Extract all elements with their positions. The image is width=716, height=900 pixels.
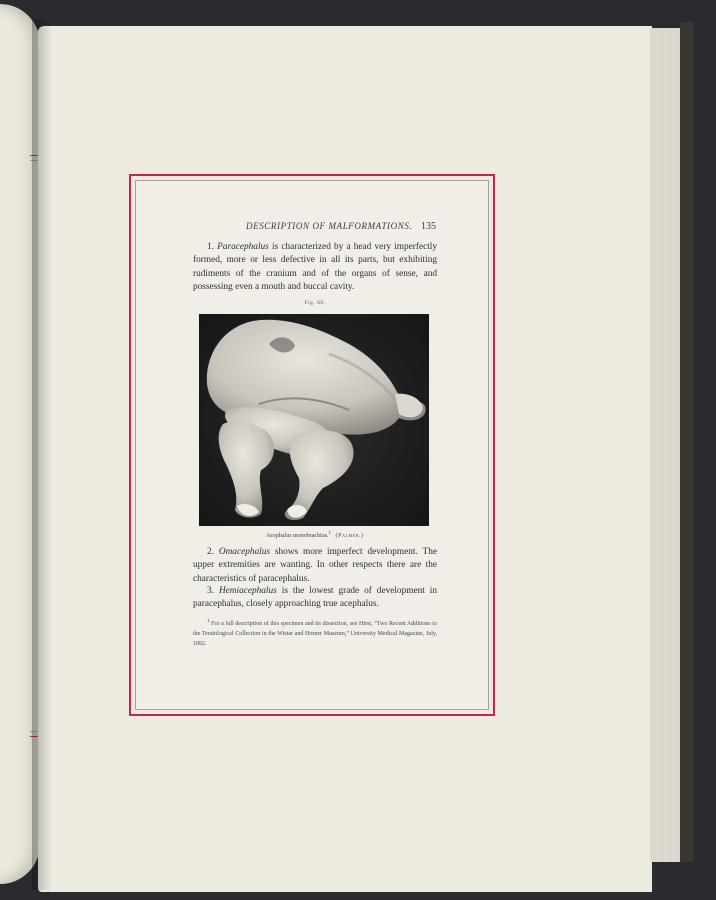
- footnote-mark: 1: [207, 619, 210, 624]
- figure-label: Fig. 60.: [304, 300, 326, 306]
- paragraph-hemiacephalus: [193, 585, 437, 612]
- paragraph-text: is characterized by a head very imperfectly formed, more or less defective in all its parts, but exhibiting rudiments of the cranium and of the organs of sense, and possessing even a mouth and buccal cavity.: [193, 242, 438, 292]
- figure-caption: [193, 531, 437, 539]
- paragraph-number: 1.: [207, 242, 214, 252]
- footnote: [193, 617, 437, 649]
- caption-credit: (Palmer.): [335, 533, 364, 539]
- footnote-text: For a full description of this specimen and its dissection, see Hirst, “Two Recent Additions to the Teratological Collection in the Wistar and Horner Museum,” University Medical Magazine, July, 1892.: [193, 621, 438, 647]
- specimen-photo-image: [199, 314, 429, 526]
- running-head-title: DESCRIPTION OF MALFORMATIONS.: [246, 221, 413, 231]
- page-number: 135: [421, 221, 436, 232]
- caption-footnote-mark: 1: [328, 531, 332, 536]
- gutter-shadow: [32, 20, 52, 890]
- paragraph-term: Paracephalus: [217, 242, 269, 252]
- running-head: [150, 221, 436, 232]
- book-cover-edge: [680, 22, 694, 862]
- paragraph-number: 2.: [207, 547, 214, 557]
- paragraph-omacephalus: [193, 546, 437, 586]
- paragraph-text: is the lowest grade of development in paracephalus, closely approaching true acephalus.: [193, 586, 438, 610]
- paragraph-paracephalus: [193, 241, 437, 294]
- paragraph-number: 3.: [207, 586, 214, 596]
- page-block-edges: [650, 28, 683, 862]
- caption-text: Acephalus monobrachius.: [266, 533, 329, 539]
- paragraph-term: Omacephalus: [218, 547, 270, 557]
- paragraph-text: shows more imperfect development. The upper extremities are wanting. In other respects there are the characteristics of paracephalus.: [193, 547, 438, 584]
- paragraph-term: Hemiacephalus: [218, 586, 277, 596]
- specimen-photograph: [199, 314, 429, 526]
